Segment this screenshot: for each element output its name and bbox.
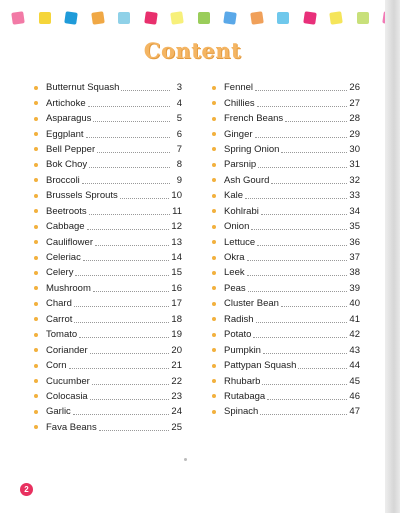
dot-leader	[281, 306, 348, 307]
decorative-dot	[39, 12, 51, 24]
dot-leader	[263, 353, 347, 354]
entry-title: Okra	[224, 252, 245, 264]
entry-title: Mushroom	[46, 282, 91, 294]
contents-entry	[34, 342, 182, 357]
contents-entry	[34, 188, 182, 203]
bullet-icon	[212, 286, 216, 290]
bullet-icon	[212, 86, 216, 90]
contents-entry	[34, 204, 182, 219]
entry-title: Carrot	[46, 313, 73, 325]
bullet-icon	[34, 317, 38, 321]
entry-page-number: 40	[349, 298, 360, 310]
entry-title: Rhubarb	[224, 375, 261, 387]
entry-page-number: 9	[176, 174, 182, 186]
bullet-icon	[212, 410, 216, 414]
bullet-icon	[212, 209, 216, 213]
dot-leader	[93, 291, 170, 292]
entry-title: Radish	[224, 313, 254, 325]
page-title: Content	[143, 38, 242, 63]
entry-title: Celeriac	[46, 252, 81, 264]
contents-entry	[34, 95, 182, 110]
dot-leader	[253, 337, 347, 338]
decorative-dot	[11, 11, 25, 25]
contents-entry	[212, 219, 360, 234]
entry-title: Cabbage	[46, 221, 85, 233]
bullet-icon	[34, 163, 38, 167]
decorative-dot	[64, 11, 78, 25]
entry-page-number: 43	[349, 344, 360, 356]
paper-speck	[184, 458, 187, 461]
dot-leader	[120, 198, 170, 199]
dot-leader	[75, 275, 169, 276]
entry-title: Fennel	[224, 82, 254, 94]
entry-page-number: 12	[171, 221, 182, 233]
contents-entry	[212, 327, 360, 342]
bullet-icon	[212, 163, 216, 167]
bullet-icon	[212, 271, 216, 275]
decorative-dot	[357, 12, 369, 24]
bullet-icon	[34, 178, 38, 182]
contents-entry	[34, 373, 182, 388]
dot-leader	[261, 214, 348, 215]
entry-title: Kale	[224, 190, 244, 202]
entry-page-number: 45	[349, 375, 360, 387]
dot-leader	[79, 337, 169, 338]
bullet-icon	[34, 302, 38, 306]
contents-entry	[212, 281, 360, 296]
entry-page-number: 36	[349, 236, 360, 248]
dot-leader	[89, 167, 170, 168]
entry-title: Broccoli	[46, 174, 80, 186]
bullet-icon	[212, 364, 216, 368]
entry-page-number: 37	[349, 252, 360, 264]
dot-leader	[95, 245, 169, 246]
entry-page-number: 31	[349, 159, 360, 171]
bullet-icon	[212, 240, 216, 244]
contents-entry	[212, 95, 360, 110]
bullet-icon	[212, 256, 216, 260]
contents-entry	[212, 126, 360, 141]
entry-title: Cucumber	[46, 375, 90, 387]
entry-title: Spring Onion	[224, 143, 280, 155]
entry-title: Spinach	[224, 406, 259, 418]
entry-title: Bell Pepper	[46, 143, 96, 155]
bullet-icon	[212, 101, 216, 105]
decorative-dot	[118, 12, 130, 24]
entry-title: Parsnip	[224, 159, 257, 171]
decorative-dot	[170, 11, 184, 25]
bullet-icon	[212, 348, 216, 352]
entry-page-number: 18	[171, 313, 182, 325]
contents-entry	[34, 234, 182, 249]
dot-leader	[83, 260, 170, 261]
dot-leader	[255, 90, 347, 91]
bullet-icon	[34, 425, 38, 429]
dot-leader	[255, 137, 348, 138]
contents-entry	[212, 389, 360, 404]
entry-page-number: 44	[349, 360, 360, 372]
bullet-icon	[34, 194, 38, 198]
dot-leader	[256, 322, 348, 323]
entry-page-number: 41	[349, 313, 360, 325]
dot-leader	[86, 137, 170, 138]
entry-title: Onion	[224, 221, 250, 233]
contents-entry	[34, 404, 182, 419]
entry-page-number: 10	[171, 190, 182, 202]
bullet-icon	[34, 225, 38, 229]
entry-title: Chard	[46, 298, 72, 310]
page-number-badge: 2	[20, 483, 33, 496]
bullet-icon	[34, 410, 38, 414]
decorative-dot	[303, 11, 317, 25]
entry-title: Asparagus	[46, 113, 92, 125]
entry-title: Garlic	[46, 406, 71, 418]
dot-leader	[92, 384, 170, 385]
bullet-icon	[34, 333, 38, 337]
bullet-icon	[212, 317, 216, 321]
contents-entry	[34, 389, 182, 404]
entry-title: Cauliflower	[46, 236, 93, 248]
entry-page-number: 8	[176, 159, 182, 171]
contents-entry	[212, 80, 360, 95]
entry-page-number: 5	[176, 113, 182, 125]
contents-entry	[34, 80, 182, 95]
entry-title: Chillies	[224, 97, 255, 109]
dot-leader	[89, 214, 170, 215]
entry-title: Coriander	[46, 344, 88, 356]
contents-entry	[34, 219, 182, 234]
entry-page-number: 46	[349, 390, 360, 402]
bullet-icon	[212, 132, 216, 136]
bullet-icon	[34, 256, 38, 260]
entry-page-number: 26	[349, 82, 360, 94]
dot-leader	[121, 90, 170, 91]
bullet-icon	[212, 178, 216, 182]
contents-entry	[212, 111, 360, 126]
entry-page-number: 3	[176, 82, 182, 94]
dot-leader	[247, 275, 348, 276]
entry-page-number: 17	[171, 298, 182, 310]
entry-page-number: 30	[349, 143, 360, 155]
entry-page-number: 47	[349, 406, 360, 418]
entry-page-number: 27	[349, 97, 360, 109]
dot-leader	[90, 399, 170, 400]
contents-entry	[34, 142, 182, 157]
decorative-dot	[198, 12, 210, 24]
bullet-icon	[34, 286, 38, 290]
dot-leader	[285, 121, 347, 122]
dot-leader	[271, 183, 347, 184]
entry-page-number: 42	[349, 329, 360, 341]
entry-title: Artichoke	[46, 97, 86, 109]
entry-title: Cluster Bean	[224, 298, 279, 310]
contents-entry	[212, 296, 360, 311]
contents-entry	[212, 342, 360, 357]
contents-entry	[212, 204, 360, 219]
contents-entry	[34, 250, 182, 265]
contents-entry	[34, 281, 182, 296]
dot-leader	[74, 306, 170, 307]
entry-title: Ash Gourd	[224, 174, 270, 186]
bullet-icon	[34, 101, 38, 105]
bullet-icon	[34, 348, 38, 352]
entry-title: Eggplant	[46, 128, 84, 140]
entry-page-number: 39	[349, 282, 360, 294]
entry-title: Tomato	[46, 329, 78, 341]
entry-title: French Beans	[224, 113, 284, 125]
dot-leader	[258, 167, 347, 168]
contents-entry	[212, 142, 360, 157]
bullet-icon	[34, 132, 38, 136]
contents-entry	[34, 157, 182, 172]
bullet-icon	[34, 394, 38, 398]
entry-title: Peas	[224, 282, 246, 294]
entry-page-number: 6	[176, 128, 182, 140]
decorative-dot	[144, 11, 158, 25]
contents-entry	[34, 358, 182, 373]
entry-page-number: 25	[171, 421, 182, 433]
entry-title: Potato	[224, 329, 252, 341]
entry-title: Pattypan Squash	[224, 360, 297, 372]
contents-entry	[212, 157, 360, 172]
entry-page-number: 15	[171, 267, 182, 279]
entry-page-number: 20	[171, 344, 182, 356]
contents-entry	[34, 126, 182, 141]
entry-page-number: 35	[349, 221, 360, 233]
contents-entry	[212, 234, 360, 249]
bullet-icon	[34, 86, 38, 90]
dot-leader	[99, 430, 170, 431]
page-binding-edge	[385, 0, 400, 513]
contents-entry	[212, 173, 360, 188]
dot-leader	[248, 291, 348, 292]
contents-entry	[34, 296, 182, 311]
contents-column-right	[212, 80, 360, 420]
dot-leader	[88, 106, 170, 107]
entry-title: Ginger	[224, 128, 253, 140]
dot-leader	[74, 322, 169, 323]
entry-page-number: 22	[171, 375, 182, 387]
contents-entry	[34, 265, 182, 280]
dot-leader	[260, 414, 347, 415]
entry-page-number: 29	[349, 128, 360, 140]
entry-title: Butternut Squash	[46, 82, 120, 94]
entry-page-number: 32	[349, 174, 360, 186]
bullet-icon	[212, 394, 216, 398]
entry-title: Brussels Sprouts	[46, 190, 118, 202]
contents-entry	[212, 188, 360, 203]
decorative-dot	[91, 11, 105, 25]
entry-page-number: 19	[171, 329, 182, 341]
contents-entry	[34, 111, 182, 126]
entry-page-number: 23	[171, 390, 182, 402]
entry-title: Bok Choy	[46, 159, 88, 171]
entry-page-number: 7	[176, 143, 182, 155]
entry-title: Lettuce	[224, 236, 256, 248]
dot-leader	[251, 229, 347, 230]
entry-title: Leek	[224, 267, 245, 279]
dot-leader	[245, 198, 347, 199]
dot-leader	[90, 353, 170, 354]
contents-entry	[34, 173, 182, 188]
decorative-dot	[250, 11, 264, 25]
bullet-icon	[34, 379, 38, 383]
bullet-icon	[212, 302, 216, 306]
bullet-icon	[34, 364, 38, 368]
contents-entry	[212, 265, 360, 280]
bullet-icon	[34, 209, 38, 213]
entry-title: Kohlrabi	[224, 205, 259, 217]
entry-title: Rutabaga	[224, 390, 266, 402]
decorative-dot	[277, 12, 289, 24]
dot-leader	[262, 384, 347, 385]
entry-title: Colocasia	[46, 390, 88, 402]
bullet-icon	[34, 271, 38, 275]
entry-page-number: 16	[171, 282, 182, 294]
bullet-icon	[212, 225, 216, 229]
bullet-icon	[212, 379, 216, 383]
entry-page-number: 38	[349, 267, 360, 279]
dot-leader	[267, 399, 347, 400]
entry-page-number: 33	[349, 190, 360, 202]
entry-page-number: 34	[349, 205, 360, 217]
dot-leader	[69, 368, 170, 369]
dot-leader	[97, 152, 170, 153]
entry-page-number: 28	[349, 113, 360, 125]
dot-leader	[93, 121, 170, 122]
dot-leader	[73, 414, 170, 415]
entry-title: Fava Beans	[46, 421, 97, 433]
bullet-icon	[212, 117, 216, 121]
decorative-dot	[329, 11, 343, 25]
dot-leader	[257, 106, 348, 107]
contents-entry	[212, 358, 360, 373]
contents-entry	[212, 373, 360, 388]
contents-entry	[212, 404, 360, 419]
decorative-dot-border	[12, 12, 392, 26]
entry-title: Pumpkin	[224, 344, 261, 356]
dot-leader	[257, 245, 347, 246]
entry-title: Celery	[46, 267, 74, 279]
entry-title: Beetroots	[46, 205, 87, 217]
contents-entry	[34, 312, 182, 327]
dot-leader	[298, 368, 347, 369]
dot-leader	[87, 229, 170, 230]
contents-entry	[34, 327, 182, 342]
contents-entry	[34, 420, 182, 435]
bullet-icon	[212, 333, 216, 337]
decorative-dot	[223, 11, 237, 25]
bullet-icon	[34, 240, 38, 244]
contents-entry	[212, 250, 360, 265]
entry-page-number: 11	[172, 205, 182, 217]
entry-page-number: 21	[171, 360, 182, 372]
entry-page-number: 4	[176, 97, 182, 109]
dot-leader	[82, 183, 170, 184]
dot-leader	[247, 260, 348, 261]
bullet-icon	[34, 147, 38, 151]
contents-column-left	[34, 80, 182, 435]
contents-entry	[212, 312, 360, 327]
dot-leader	[281, 152, 347, 153]
entry-page-number: 13	[171, 236, 182, 248]
bullet-icon	[212, 194, 216, 198]
bullet-icon	[34, 117, 38, 121]
bullet-icon	[212, 147, 216, 151]
entry-page-number: 24	[171, 406, 182, 418]
entry-title: Corn	[46, 360, 67, 372]
entry-page-number: 14	[171, 252, 182, 264]
